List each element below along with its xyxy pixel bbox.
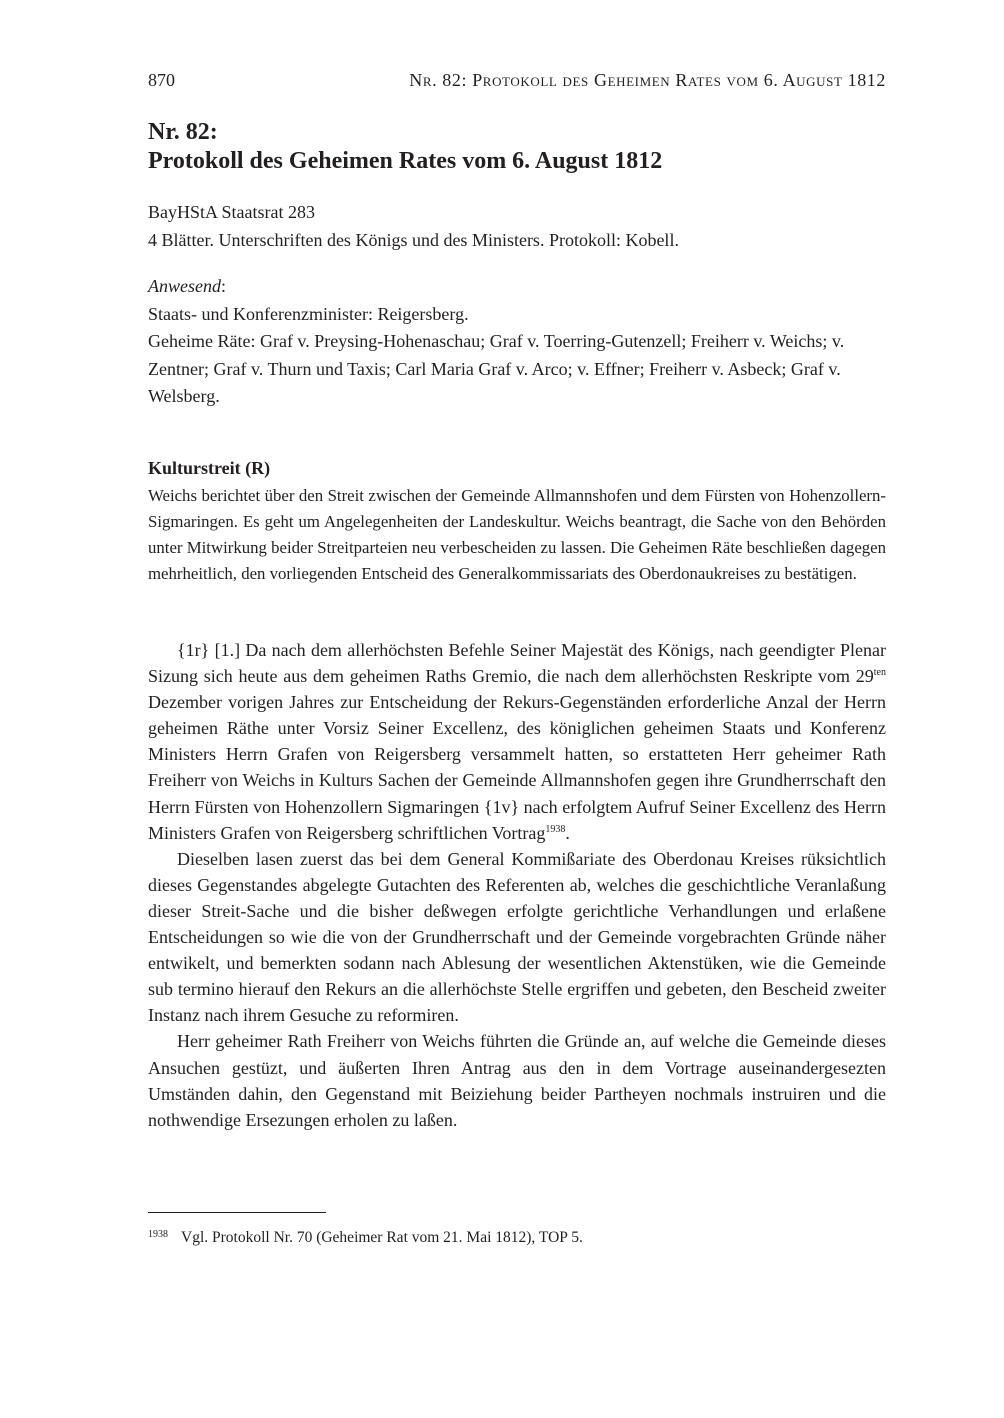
- heading-number: Nr. 82:: [148, 119, 218, 145]
- topic-title: Kulturstreit (R): [148, 458, 271, 478]
- footnote: [148, 1224, 583, 1249]
- body-paragraph-1: [148, 637, 886, 846]
- attendance-colon: :: [220, 276, 226, 296]
- attendance-label: Anwesend: [148, 276, 221, 296]
- document-heading: [148, 118, 662, 176]
- source-description: 4 Blätter. Unterschriften des Königs und des Ministers. Protokoll: Kobell.: [148, 230, 679, 250]
- body-text: Dezember vorigen Jahres zur Entscheidung der Rekurs-Gegenständen erforderliche Anzal der Herrn geheimen Räthe unter Vorsiz Seiner Excellenz, des königlichen geheimen Staats und Konferenz Ministers Herrn Grafen von Reigersberg versammelt hatten, so erstatteten Herr geheimer Rath Freiherr von Weichs in Kulturs Sachen der Gemeinde Allmannshofen gegen ihre Grundherrschaft den Herrn Fürsten von Hohenzollern Sigmaringen {1v} nach erfolgtem Aufruf Seiner Excellenz des Herrn Ministers Grafen von Reigersberg schriftlichen Vortrag: [148, 692, 886, 843]
- topic-summary: Weichs berichtet über den Streit zwischen der Gemeinde Allmannshofen und dem Fürsten von Hohenzollern-Sigmaringen. Es geht um Angelegenheiten der Landeskultur. Weichs beantragt, die Sache von den Behörden unter Mitwirkung beider Streitparteien neu verbescheiden zu lassen. Die Geheimen Räte beschließen dagegen mehrheitlich, den vorliegenden Entscheid des Generalkommissariats des Oberdonaukreises zu bestätigen.: [148, 486, 886, 583]
- body-text: .: [565, 822, 570, 843]
- superscript-ordinal: ten: [873, 667, 886, 679]
- body-paragraph-2: Dieselben lasen zuerst das bei dem General Kommißariate des Oberdonau Kreises rüksichtlich dieses Gegenstandes abgelegte Gutachten des Referenten ab, welches die geschichtliche Veranlaßung dieser Streit-Sache und die bisher deßwegen erfolgte gerichtliche Verhandlungen und erlaßene Entscheidungen so wie die von der Grundherrschaft und der Gemeinde vorgebrachten Gründe näher entwikelt, und bemerkten sodann nach Ablesung der wesentlichen Aktenstüken, wie die Gemeinde sub termino hierauf den Rekurs an die allerhöchste Stelle ergriffen und gebeten, den Bescheid zweiter Instanz nach ihrem Gesuche zu reformiren.: [148, 848, 886, 1026]
- protocol-body: [148, 637, 886, 1133]
- attendance-ministers: Staats- und Konferenzminister: Reigersberg.: [148, 303, 469, 324]
- attendance-list: [148, 273, 886, 411]
- footnote-divider: [148, 1212, 326, 1213]
- source-info: [148, 198, 679, 254]
- archive-reference: BayHStA Staatsrat 283: [148, 202, 315, 222]
- footnote-number: 1938: [148, 1229, 168, 1240]
- topic-section: [148, 456, 886, 587]
- footnote-reference[interactable]: 1938: [545, 823, 566, 835]
- heading-title: Protokoll des Geheimen Rates vom 6. August 1812: [148, 148, 663, 174]
- body-paragraph-3: Herr geheimer Rath Freiherr von Weichs führten die Gründe an, auf welche die Gemeinde dieses Ansuchen gestüzt, und äußerten Ihren Antrag aus den in dem Vortrage auseinandergesezten Umständen dahin, den Gegenstand mit Beiziehung beider Partheyen nochmals instruiren und die nothwendige Ersezungen erholen zu laßen.: [148, 1031, 886, 1130]
- page-number: 870: [148, 70, 175, 90]
- running-head: [148, 68, 886, 92]
- attendance-heading: [148, 273, 886, 301]
- attendance-councillors: Geheime Räte: Graf v. Preysing-Hohenaschau; Graf v. Toerring-Gutenzell; Freiherr v. Weichs; v. Zentner; Graf v. Thurn und Taxis; Carl Maria Graf v. Arco; v. Effner; Freiherr v. Asbeck; Graf v. Welsberg.: [148, 331, 845, 406]
- running-title: Nr. 82: Protokoll des Geheimen Rates vom 6. August 1812: [409, 70, 886, 90]
- body-text: {1r} [1.] Da nach dem allerhöchsten Befehle Seiner Majestät des Königs, nach geendigter Plenar Sizung sich heute aus dem geheimen Raths Gremio, die nach dem allerhöchsten Reskripte vom 29: [148, 640, 886, 687]
- footnote-text: Vgl. Protokoll Nr. 70 (Geheimer Rat vom 21. Mai 1812), TOP 5.: [181, 1229, 583, 1246]
